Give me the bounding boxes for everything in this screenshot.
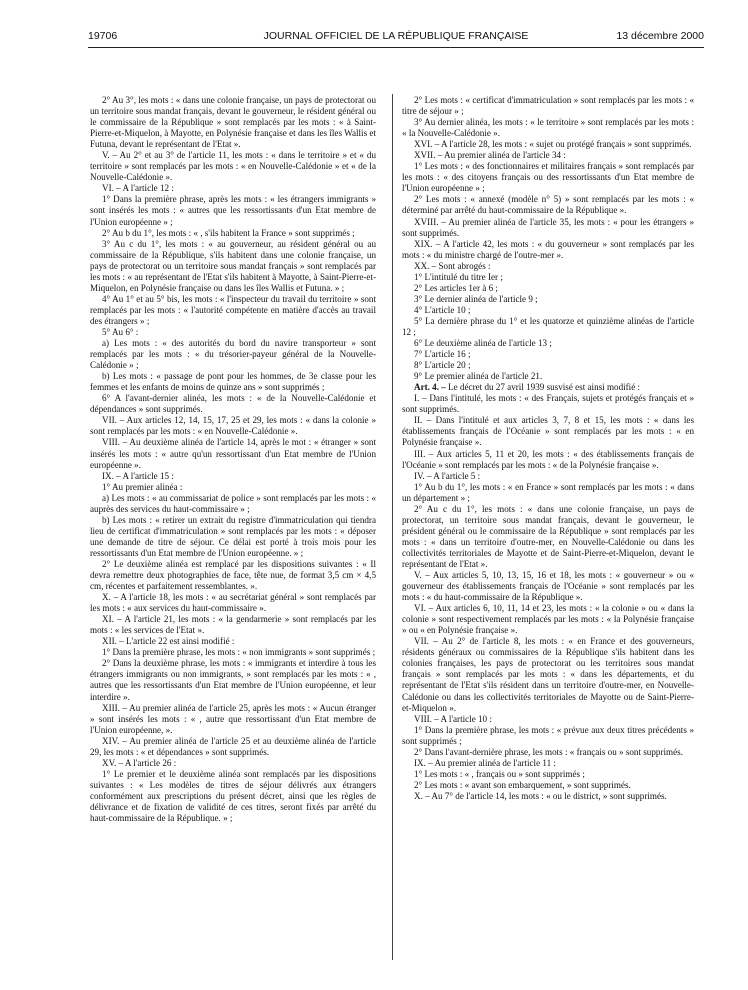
paragraph: 3° Au dernier alinéa, les mots : « le territoire » sont remplacés par les mots : « la Nouvelle-Calédonie ». xyxy=(402,117,694,139)
paragraph: 2° Les mots : « avant son embarquement, » sont supprimés. xyxy=(414,779,631,790)
paragraph: 2° Les articles 1er à 6 ; xyxy=(414,282,498,293)
paragraph: 1° Au b du 1°, les mots : « en France » sont remplacés par les mots : « dans un département » ; xyxy=(402,481,694,503)
paragraph: Art. 4. – Le décret du 27 avril 1939 susvisé est ainsi modifié : xyxy=(414,382,641,393)
paragraph: IX. – A l'article 15 : xyxy=(102,470,174,481)
paragraph: 3° Au c du 1°, les mots : « au gouverneur, au résident général ou au commissaire de la République, s'ils habitent dans une colonie française, un pays de protectorat ou un territoire sous mandat français » sont remplacés par les mots : « au représentant de l'Etat s'ils habitent à Mayotte, à Saint-Pierre-et-Miquelon, en Polynésie française ou dans les îles Wallis et Futuna. » ; xyxy=(90,238,376,293)
publication-date: 13 décembre 2000 xyxy=(616,30,704,42)
paragraph: 2° Au b du 1°, les mots : « , s'ils habitent la France » sont supprimés ; xyxy=(102,227,355,238)
paragraph: 1° Au premier alinéa : xyxy=(102,481,183,492)
paragraph: IX. – Au premier alinéa de l'article 11 : xyxy=(414,757,556,768)
paragraph: 2° Dans l'avant-dernière phrase, les mots : « français ou » sont supprimés. xyxy=(414,746,683,757)
paragraph: 2° Les mots : « annexé (modèle n° 5) » sont remplacés par les mots : « déterminé par arrêté du haut-commissaire de la République ». xyxy=(402,194,694,216)
paragraph: 4° Au 1° et au 5° bis, les mots : « l'inspecteur du travail du territoire » sont remplacés par les mots : « l'autorité compétente en matière d'accès au travail des étrangers » ; xyxy=(90,293,376,326)
paragraph: b) Les mots : « passage de pont pour les hommes, de 3e classe pour les femmes et les enfants de moins de quinze ans » sont supprimés ; xyxy=(90,371,376,393)
paragraph: XVIII. – Au premier alinéa de l'article 35, les mots : « pour les étrangers » sont supprimés. xyxy=(402,216,694,238)
paragraph: 5° La dernière phrase du 1° et les quatorze et quinzième alinéas de l'article 12 ; xyxy=(402,315,694,337)
paragraph: 2° Au 3°, les mots : « dans une colonie française, un pays de protectorat ou un territoire sous mandat français, devant le gouverneur, le résident général ou le commissaire de la République » sont remplacés par les mots : « à Saint-Pierre-et-Miquelon, à Mayotte, en Polynésie française et dans les îles Wallis et Futuna, devant le représentant de l'Etat ». xyxy=(90,95,376,150)
paragraph: 8° L'article 20 ; xyxy=(414,360,471,371)
paragraph: V. – Au 2° et au 3° de l'article 11, les mots : « dans le territoire » et « du territoire » sont remplacés par les mots : « en Nouvelle-Calédonie » et « de la Nouvelle-Calédonie ». xyxy=(90,150,376,183)
page-number: 19706 xyxy=(88,30,118,42)
paragraph: 1° L'intitulé du titre Ier ; xyxy=(414,271,503,282)
paragraph: X. – A l'article 18, les mots : « au secrétariat général » sont remplacés par les mots : « aux services du haut-commissaire ». xyxy=(90,592,376,614)
paragraph: XI. – A l'article 21, les mots : « la gendarmerie » sont remplacés par les mots : « les services de l'Etat ». xyxy=(90,614,376,636)
article-heading: Art. 4. – xyxy=(414,382,446,393)
paragraph: VII. – Aux articles 12, 14, 15, 17, 25 et 29, les mots : « dans la colonie » sont remplacés par les mots : « en Nouvelle-Calédonie ». xyxy=(90,415,376,437)
paragraph: a) Les mots : « au commissariat de police » sont remplacés par les mots : « auprès des services du haut-commissaire » ; xyxy=(90,492,376,514)
paragraph: III. – Aux articles 5, 11 et 20, les mots : « des établissements français de l'Océanie » sont remplacés par les mots : « de la Polynésie française ». xyxy=(402,448,694,470)
paragraph: a) Les mots : « des autorités du bord du navire transporteur » sont remplacés par les mots : « du trésorier-payeur général de la Nouvelle-Calédonie » ; xyxy=(90,338,376,371)
paragraph: 6° A l'avant-dernier alinéa, les mots : « de la Nouvelle-Calédonie et dépendances » sont supprimés. xyxy=(90,393,376,415)
paragraph: 2° Au c du 1°, les mots : « dans une colonie française, un pays de protectorat, un territoire sous mandat français, devant le gouverneur, le président général ou le commissaire de la République » sont remplacés par les mots : « dans un territoire d'outre-mer, en Nouvelle-Calédonie ou dans les collectivités territoriales de Mayotte et de Saint-Pierre-et-Miquelon, devant le représentant de l'Etat ». xyxy=(402,503,694,569)
paragraph: 1° Dans la première phrase, après les mots : « les étrangers immigrants » sont insérés les mots : « autres que les ressortissants d'un Etat membre de l'Union européenne » ; xyxy=(90,194,376,227)
paragraph: VII. – Au 2° de l'article 8, les mots : « en France et des gouverneurs, résidents généraux ou commissaires de la République s'ils habitent dans les colonies françaises, les pays de protectorat ou les territoires sous mandat français » sont remplacés par les mots : « dans les départements, et du représentant de l'Etat s'ils résident dans un territoire d'outre-mer, en Nouvelle-Calédonie ou dans les collectivités territoriales de Mayotte ou de Saint-Pierre-et-Miquelon ». xyxy=(402,636,694,713)
paragraph: XX. – Sont abrogés : xyxy=(414,260,491,271)
paragraph: XII. – L'article 22 est ainsi modifié : xyxy=(102,636,235,647)
page-header xyxy=(88,30,704,46)
paragraph: XIII. – Au premier alinéa de l'article 25, après les mots : « Aucun étranger » sont insérés les mots : « , autre que ressortissant d'un Etat membre de l'Union européenne, ». xyxy=(90,702,376,735)
paragraph: VIII. – A l'article 10 : xyxy=(414,713,492,724)
paragraph: XIX. – A l'article 42, les mots : « du gouverneur » sont remplacés par les mots : « du ministre chargé de l'outre-mer ». xyxy=(402,238,694,260)
header-rule xyxy=(88,47,704,48)
paragraph: XIV. – Au premier alinéa de l'article 25 et au deuxième alinéa de l'article 29, les mots : « et dépendances » sont supprimés. xyxy=(90,735,376,757)
paragraph: 2° Le deuxième alinéa est remplacé par les dispositions suivantes : « Il devra remettre deux photographies de face, tête nue, de format 3,5 cm × 4,5 cm, récentes et parfaitement ressemblantes. ». xyxy=(90,558,376,592)
paragraph: 4° L'article 10 ; xyxy=(414,304,471,315)
paragraph: X. – Au 7° de l'article 14, les mots : « ou le district, » sont supprimés. xyxy=(414,790,667,801)
paragraph: 1° Le premier et le deuxième alinéa sont remplacés par les dispositions suivantes : « Les modèles de titres de séjour délivrés aux étrangers conformément aux prescriptions du présent décret, ainsi que les règles de délivrance et de fixation de validité de ces titres, seront fixés par arrêté du haut-commissaire de la République. » ; xyxy=(90,768,376,824)
paragraph: XVII. – Au premier alinéa de l'article 34 : xyxy=(414,150,566,161)
paragraph: 2° Dans la deuxième phrase, les mots : « immigrants et interdire à tous les étrangers immigrants ou non immigrants, » sont remplacés par les mots : « , autres que les ressortissants d'un Etat membre de l'Union européenne, et leur interdire ». xyxy=(90,658,376,702)
paragraph: IV. – A l'article 5 : xyxy=(414,470,481,481)
paragraph: 6° Le deuxième alinéa de l'article 13 ; xyxy=(414,338,552,349)
paragraph: VI. – A l'article 12 : xyxy=(102,183,174,194)
paragraph: XV. – A l'article 26 : xyxy=(102,757,177,768)
paragraph: b) Les mots : « retirer un extrait du registre d'immatriculation qui tiendra lieu de certificat d'immatriculation » sont remplacés par les mots : « déposer une demande de titre de séjour. Ce délai est porté à trois mois pour les ressortissants d'un Etat membre de l'Union européenne. » ; xyxy=(90,514,376,558)
paragraph: 7° L'article 16 ; xyxy=(414,349,471,360)
right-column xyxy=(402,95,694,802)
paragraph: 3° Le dernier alinéa de l'article 9 ; xyxy=(414,293,538,304)
paragraph: 9° Le premier alinéa de l'article 21. xyxy=(414,371,543,382)
paragraph: VI. – Aux articles 6, 10, 11, 14 et 23, les mots : « la colonie » ou « dans la colonie » sont respectivement remplacés par les mots : « la Polynésie française » ou « en Polynésie française ». xyxy=(402,603,694,636)
paragraph: XVI. – A l'article 28, les mots : « sujet ou protégé français » sont supprimés. xyxy=(414,139,692,150)
journal-title: JOURNAL OFFICIEL DE LA RÉPUBLIQUE FRANÇAISE xyxy=(263,30,529,42)
paragraph: 1° Les mots : « , français ou » sont supprimés ; xyxy=(414,768,585,779)
paragraph: 2° Les mots : « certificat d'immatriculation » sont remplacés par les mots : « titre de séjour » ; xyxy=(402,95,694,117)
left-column xyxy=(90,95,376,824)
paragraph: I. – Dans l'intitulé, les mots : « des Français, sujets et protégés français et » sont supprimés. xyxy=(402,393,694,415)
column-divider xyxy=(392,94,393,960)
paragraph: 1° Les mots : « des fonctionnaires et militaires français » sont remplacés par les mots : « des citoyens français ou des ressortissants d'un Etat membre de l'Union européenne » ; xyxy=(402,161,694,194)
paragraph: V. – Aux articles 5, 10, 13, 15, 16 et 18, les mots : « gouverneur » ou « gouverneur des établissements français de l'Océanie » sont remplacés par les mots : « du haut-commissaire de la République ». xyxy=(402,570,694,603)
paragraph: 5° Au 6° : xyxy=(102,326,139,337)
paragraph: 1° Dans la première phrase, les mots : « non immigrants » sont supprimés ; xyxy=(102,647,376,658)
paragraph: VIII. – Au deuxième alinéa de l'article 14, après le mot : « étranger » sont insérés les mots : « autre qu'un ressortissant d'un Etat membre de l'Union européenne ». xyxy=(90,437,376,470)
paragraph: II. – Dans l'intitulé et aux articles 3, 7, 8 et 15, les mots : « dans les établissements français de l'Océanie » sont remplacés par les mots : « en Polynésie française ». xyxy=(402,415,694,448)
paragraph: 1° Dans la première phrase, les mots : « prévue aux deux titres précédents » sont supprimés ; xyxy=(402,724,694,746)
